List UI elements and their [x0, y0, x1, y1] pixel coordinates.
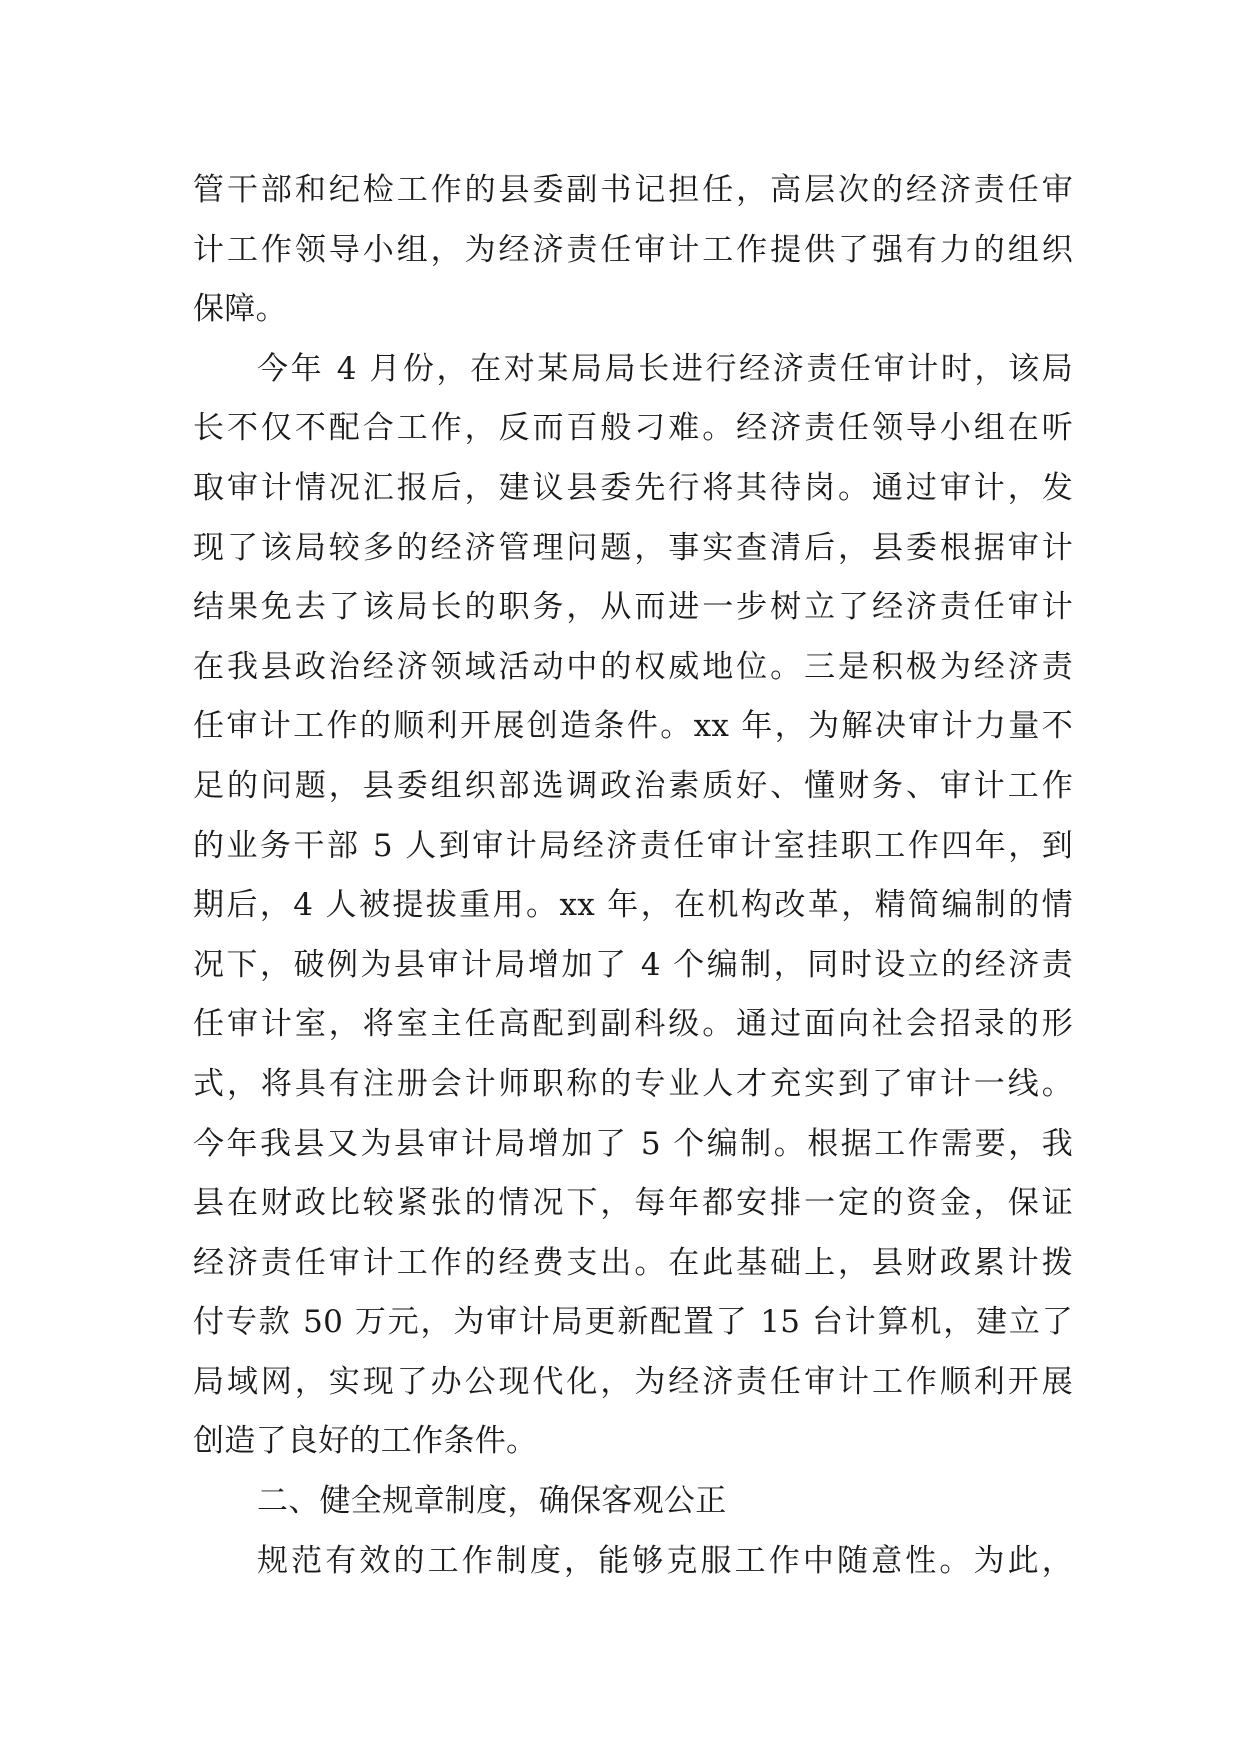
text-line: 县在财政比较紧张的情况下，每年都安排一定的资金，保证 — [193, 1185, 1073, 1222]
text-line: 取审计情况汇报后，建议县委先行将其待岗。通过审计，发 — [193, 469, 1073, 506]
text-line: 计工作领导小组，为经济责任审计工作提供了强有力的组织 — [193, 231, 1073, 268]
text-line: 任审计工作的顺利开展创造条件。xx 年，为解决审计力量不 — [193, 708, 1073, 745]
text-line: 的业务干部 5 人到审计局经济责任审计室挂职工作四年，到 — [193, 827, 1073, 864]
text-line: 任审计室，将室主任高配到副科级。通过面向社会招录的形 — [193, 1006, 1073, 1043]
text-line: 今年我县又为县审计局增加了 5 个编制。根据工作需要，我 — [193, 1125, 1073, 1162]
text-line: 结果免去了该局长的职务，从而进一步树立了经济责任审计 — [193, 589, 1073, 626]
text-line: 式，将具有注册会计师职称的专业人才充实到了审计一线。 — [193, 1065, 1073, 1102]
text-line: 二、健全规章制度，确保客观公正 — [257, 1483, 727, 1520]
text-line: 保障。 — [193, 291, 287, 328]
text-line: 今年 4 月份，在对某局局长进行经济责任审计时，该局 — [257, 350, 1073, 387]
text-line: 局域网，实现了办公现代化，为经济责任审计工作顺利开展 — [193, 1363, 1073, 1400]
text-line: 在我县政治经济领域活动中的权威地位。三是积极为经济责 — [193, 648, 1073, 685]
body-text — [193, 161, 1073, 1591]
text-line: 经济责任审计工作的经费支出。在此基础上，县财政累计拨 — [193, 1244, 1073, 1281]
text-line: 付专款 50 万元，为审计局更新配置了 15 台计算机，建立了 — [193, 1304, 1073, 1341]
text-line: 管干部和纪检工作的县委副书记担任，高层次的经济责任审 — [193, 172, 1073, 208]
text-line: 现了该局较多的经济管理问题，事实查清后，县委根据审计 — [193, 529, 1073, 566]
text-line: 期后，4 人被提拔重用。xx 年，在机构改革，精简编制的情 — [193, 887, 1073, 924]
text-line: 足的问题，县委组织部选调政治素质好、懂财务、审计工作 — [193, 767, 1073, 804]
text-line: 长不仅不配合工作，反而百般刁难。经济责任领导小组在听 — [193, 410, 1073, 447]
text-line: 规范有效的工作制度，能够克服工作中随意性。为此， — [257, 1542, 1073, 1579]
text-line: 况下，破例为县审计局增加了 4 个编制，同时设立的经济责 — [193, 946, 1073, 983]
text-line: 创造了良好的工作条件。 — [193, 1423, 538, 1460]
